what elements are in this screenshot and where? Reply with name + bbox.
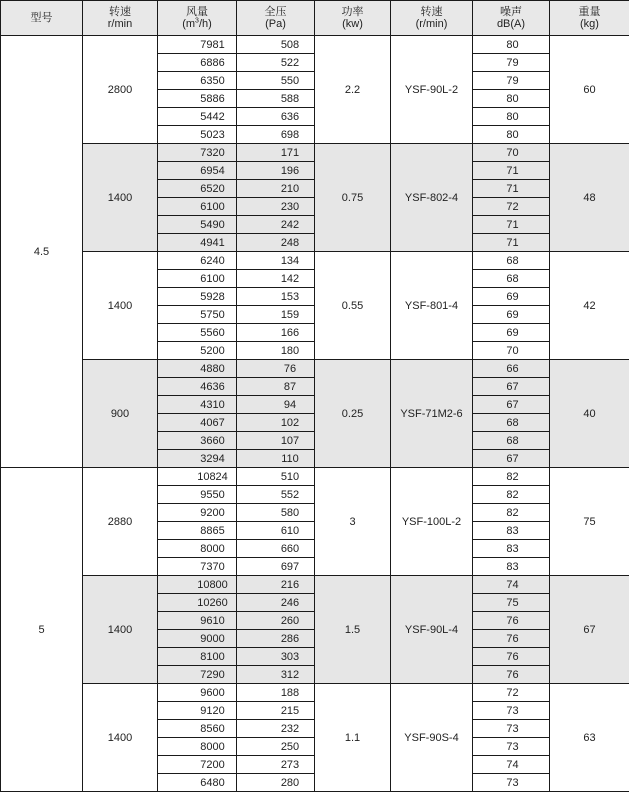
noise-cell: 73: [473, 738, 550, 756]
pressure-cell: 660: [237, 540, 315, 558]
airflow-cell: 6520: [158, 180, 237, 198]
header-weight: 重量 (kg): [550, 1, 629, 36]
airflow-cell: 10260: [158, 594, 237, 612]
noise-cell: 83: [473, 522, 550, 540]
noise-cell: 67: [473, 450, 550, 468]
weight-cell: 42: [550, 252, 629, 360]
airflow-cell: 10824: [158, 468, 237, 486]
header-motor: 转速 (r/min): [391, 1, 473, 36]
noise-cell: 70: [473, 342, 550, 360]
pressure-cell: 522: [237, 54, 315, 72]
motor-cell: YSF-801-4: [391, 252, 473, 360]
table-body: [1, 36, 629, 792]
noise-cell: 80: [473, 90, 550, 108]
motor-cell: YSF-802-4: [391, 144, 473, 252]
noise-cell: 70: [473, 144, 550, 162]
pressure-cell: 94: [237, 396, 315, 414]
airflow-cell: 7290: [158, 666, 237, 684]
weight-cell: 63: [550, 684, 629, 792]
airflow-cell: 9600: [158, 684, 237, 702]
pressure-cell: 180: [237, 342, 315, 360]
pressure-cell: 550: [237, 72, 315, 90]
airflow-cell: 8100: [158, 648, 237, 666]
pressure-cell: 580: [237, 504, 315, 522]
noise-cell: 80: [473, 108, 550, 126]
noise-cell: 67: [473, 378, 550, 396]
noise-cell: 83: [473, 540, 550, 558]
header-model: 型号: [1, 1, 83, 36]
pressure-cell: 510: [237, 468, 315, 486]
noise-cell: 66: [473, 360, 550, 378]
airflow-cell: 7981: [158, 36, 237, 54]
noise-cell: 69: [473, 324, 550, 342]
airflow-cell: 4067: [158, 414, 237, 432]
header-speed: 转速 r/min: [83, 1, 158, 36]
airflow-cell: 8000: [158, 738, 237, 756]
motor-cell: YSF-90S-4: [391, 684, 473, 792]
noise-cell: 76: [473, 612, 550, 630]
noise-cell: 74: [473, 756, 550, 774]
header-noise: 噪声 dB(A): [473, 1, 550, 36]
noise-cell: 69: [473, 306, 550, 324]
pressure-cell: 246: [237, 594, 315, 612]
pressure-cell: 273: [237, 756, 315, 774]
weight-cell: 48: [550, 144, 629, 252]
speed-cell: 1400: [83, 144, 158, 252]
pressure-cell: 76: [237, 360, 315, 378]
noise-cell: 75: [473, 594, 550, 612]
noise-cell: 82: [473, 504, 550, 522]
header-power: 功率 (kw): [315, 1, 391, 36]
speed-cell: 1400: [83, 252, 158, 360]
table-row: [1, 144, 629, 162]
pressure-cell: 196: [237, 162, 315, 180]
airflow-cell: 5750: [158, 306, 237, 324]
noise-cell: 71: [473, 180, 550, 198]
noise-cell: 83: [473, 558, 550, 576]
noise-cell: 79: [473, 72, 550, 90]
airflow-cell: 8000: [158, 540, 237, 558]
speed-cell: 1400: [83, 576, 158, 684]
power-cell: 1.5: [315, 576, 391, 684]
airflow-cell: 4941: [158, 234, 237, 252]
noise-cell: 80: [473, 126, 550, 144]
power-cell: 0.75: [315, 144, 391, 252]
airflow-cell: 6100: [158, 270, 237, 288]
pressure-cell: 248: [237, 234, 315, 252]
table-row: [1, 36, 629, 54]
noise-cell: 68: [473, 432, 550, 450]
airflow-cell: 3660: [158, 432, 237, 450]
motor-cell: YSF-90L-4: [391, 576, 473, 684]
noise-cell: 72: [473, 684, 550, 702]
noise-cell: 74: [473, 576, 550, 594]
power-cell: 2.2: [315, 36, 391, 144]
airflow-cell: 5928: [158, 288, 237, 306]
pressure-cell: 230: [237, 198, 315, 216]
pressure-cell: 280: [237, 774, 315, 792]
noise-cell: 76: [473, 666, 550, 684]
airflow-cell: 8560: [158, 720, 237, 738]
pressure-cell: 636: [237, 108, 315, 126]
weight-cell: 67: [550, 576, 629, 684]
pressure-cell: 216: [237, 576, 315, 594]
pressure-cell: 260: [237, 612, 315, 630]
airflow-cell: 9000: [158, 630, 237, 648]
pressure-cell: 232: [237, 720, 315, 738]
motor-cell: YSF-100L-2: [391, 468, 473, 576]
airflow-cell: 5886: [158, 90, 237, 108]
airflow-cell: 9120: [158, 702, 237, 720]
weight-cell: 40: [550, 360, 629, 468]
weight-cell: 75: [550, 468, 629, 576]
pressure-cell: 697: [237, 558, 315, 576]
airflow-cell: 6480: [158, 774, 237, 792]
noise-cell: 73: [473, 702, 550, 720]
pressure-cell: 242: [237, 216, 315, 234]
motor-cell: YSF-71M2-6: [391, 360, 473, 468]
noise-cell: 67: [473, 396, 550, 414]
table-row: [1, 252, 629, 270]
noise-cell: 82: [473, 486, 550, 504]
pressure-cell: 610: [237, 522, 315, 540]
header-pressure: 全压 (Pa): [237, 1, 315, 36]
pressure-cell: 166: [237, 324, 315, 342]
pressure-cell: 215: [237, 702, 315, 720]
airflow-cell: 6240: [158, 252, 237, 270]
pressure-cell: 188: [237, 684, 315, 702]
noise-cell: 76: [473, 630, 550, 648]
noise-cell: 79: [473, 54, 550, 72]
noise-cell: 80: [473, 36, 550, 54]
model-cell: 5: [1, 468, 83, 792]
pressure-cell: 159: [237, 306, 315, 324]
airflow-cell: 4636: [158, 378, 237, 396]
airflow-cell: 5200: [158, 342, 237, 360]
pressure-cell: 303: [237, 648, 315, 666]
power-cell: 0.55: [315, 252, 391, 360]
power-cell: 1.1: [315, 684, 391, 792]
airflow-cell: 4880: [158, 360, 237, 378]
noise-cell: 71: [473, 162, 550, 180]
airflow-cell: 3294: [158, 450, 237, 468]
motor-cell: YSF-90L-2: [391, 36, 473, 144]
noise-cell: 71: [473, 234, 550, 252]
airflow-cell: 8865: [158, 522, 237, 540]
speed-cell: 900: [83, 360, 158, 468]
speed-cell: 1400: [83, 684, 158, 792]
airflow-cell: 9610: [158, 612, 237, 630]
pressure-cell: 87: [237, 378, 315, 396]
noise-cell: 73: [473, 720, 550, 738]
noise-cell: 71: [473, 216, 550, 234]
pressure-cell: 698: [237, 126, 315, 144]
airflow-cell: 6954: [158, 162, 237, 180]
noise-cell: 68: [473, 414, 550, 432]
speed-cell: 2880: [83, 468, 158, 576]
airflow-cell: 7200: [158, 756, 237, 774]
pressure-cell: 286: [237, 630, 315, 648]
pressure-cell: 142: [237, 270, 315, 288]
pressure-cell: 250: [237, 738, 315, 756]
pressure-cell: 210: [237, 180, 315, 198]
noise-cell: 69: [473, 288, 550, 306]
pressure-cell: 171: [237, 144, 315, 162]
power-cell: 3: [315, 468, 391, 576]
pressure-cell: 107: [237, 432, 315, 450]
model-cell: 4.5: [1, 36, 83, 468]
airflow-cell: 5490: [158, 216, 237, 234]
table-row: [1, 576, 629, 594]
header-airflow: 风量 $(m^3/h)$: [158, 1, 237, 36]
airflow-cell: 9550: [158, 486, 237, 504]
airflow-cell: 10800: [158, 576, 237, 594]
pressure-cell: 134: [237, 252, 315, 270]
pressure-cell: 552: [237, 486, 315, 504]
pressure-cell: 153: [237, 288, 315, 306]
noise-cell: 68: [473, 252, 550, 270]
table-row: [1, 468, 629, 486]
speed-cell: 2800: [83, 36, 158, 144]
airflow-cell: 6350: [158, 72, 237, 90]
airflow-cell: 4310: [158, 396, 237, 414]
airflow-cell: 9200: [158, 504, 237, 522]
noise-cell: 68: [473, 270, 550, 288]
airflow-cell: 5023: [158, 126, 237, 144]
power-cell: 0.25: [315, 360, 391, 468]
airflow-cell: 6100: [158, 198, 237, 216]
pressure-cell: 312: [237, 666, 315, 684]
noise-cell: 72: [473, 198, 550, 216]
airflow-cell: 5560: [158, 324, 237, 342]
noise-cell: 76: [473, 648, 550, 666]
noise-cell: 82: [473, 468, 550, 486]
pressure-cell: 588: [237, 90, 315, 108]
airflow-cell: 7370: [158, 558, 237, 576]
table-header-row: [1, 1, 629, 36]
airflow-cell: 5442: [158, 108, 237, 126]
pressure-cell: 102: [237, 414, 315, 432]
table-row: [1, 684, 629, 702]
noise-cell: 73: [473, 774, 550, 792]
table-row: [1, 360, 629, 378]
weight-cell: 60: [550, 36, 629, 144]
airflow-cell: 6886: [158, 54, 237, 72]
pressure-cell: 110: [237, 450, 315, 468]
pressure-cell: 508: [237, 36, 315, 54]
airflow-cell: 7320: [158, 144, 237, 162]
